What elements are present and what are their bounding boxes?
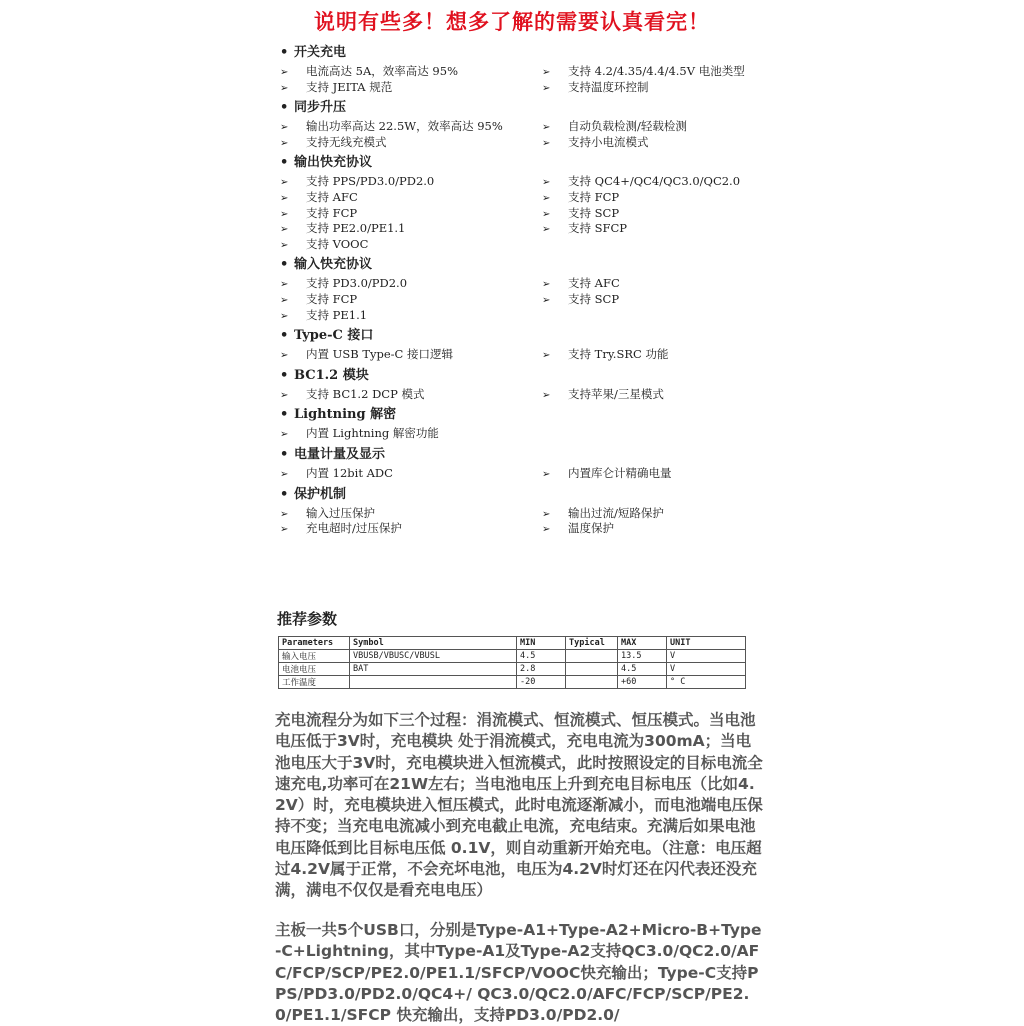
arrow-bullet-icon: ➢ — [280, 177, 289, 189]
list-item — [276, 308, 538, 324]
table-cell: +60 — [618, 676, 667, 689]
section-title — [276, 365, 756, 387]
table-row — [279, 650, 746, 663]
list-item — [276, 276, 538, 292]
section-items — [276, 64, 756, 95]
list-item — [276, 119, 538, 135]
list-item — [276, 80, 538, 96]
arrow-bullet-icon: ➢ — [542, 350, 551, 362]
spec-section — [276, 404, 756, 442]
list-item — [538, 237, 758, 253]
arrow-bullet-icon: ➢ — [542, 294, 551, 306]
arrow-bullet-icon: ➢ — [280, 429, 289, 441]
list-item — [538, 206, 758, 222]
section-title-text: 开关充电 — [294, 45, 347, 60]
list-item — [276, 174, 538, 190]
list-item-text: 支持 SFCP — [568, 221, 628, 236]
arrow-bullet-icon: ➢ — [542, 279, 551, 291]
list-item-text: 内置 12bit ADC — [306, 465, 393, 480]
list-item-text: 支持 PE1.1 — [306, 307, 368, 322]
table-cell: VBUSB/VBUSC/VBUSL — [350, 650, 517, 663]
list-item — [276, 135, 538, 151]
list-item — [538, 135, 758, 151]
section-title — [276, 444, 756, 466]
list-item-text: 温度保护 — [568, 521, 614, 536]
list-item-text: 支持小电流模式 — [568, 134, 649, 149]
list-item-text: 支持 PPS/PD3.0/PD2.0 — [306, 174, 435, 189]
list-item-text: 支持温度环控制 — [568, 79, 649, 94]
charging-process-paragraph: 充电流程分为如下三个过程：涓流模式、恒流模式、恒压模式。当电池电压低于3V时，充电模块 处于涓流模式，充电电流为300mA；当电池电压大于3V时，充电模块进入恒流模式，此时按照设定的目标电流全速充电,功率可在21W左右；当电池电压上升到充电目标电压（比如4.2V）时，充电模块进入恒压模式，此时电流逐渐减小，而电池端电压保持不变；当充电电流减小到充电截止电流，充电结束。充满后如果电池 电压降低到比目标电压低 0.1V，则自动重新开始充电。（注意：电压超过4.2V属于正常，不会充坏电池，电压为4.2V时灯还在闪代表还没充满，满电不仅仅是看充电电压） — [275, 711, 763, 900]
list-item — [276, 206, 538, 222]
list-item-text: 支持 SCP — [568, 205, 620, 220]
recommended-params-title: 推荐参数 — [277, 610, 338, 628]
list-item-text: 内置 USB Type-C 接口逻辑 — [306, 347, 454, 362]
list-item — [538, 276, 758, 292]
arrow-bullet-icon: ➢ — [542, 122, 551, 134]
arrow-bullet-icon: ➢ — [542, 224, 551, 236]
list-item-text: 充电超时/过压保护 — [306, 521, 402, 536]
list-item-text: 支持 FCP — [306, 205, 358, 220]
arrow-bullet-icon: ➢ — [280, 137, 289, 149]
col-header: Symbol — [350, 637, 517, 650]
list-item — [538, 506, 758, 522]
feature-spec-list — [276, 40, 756, 537]
list-item-text: 支持 FCP — [306, 291, 358, 306]
spec-section — [276, 444, 756, 482]
table-cell: 电池电压 — [279, 663, 350, 676]
list-item — [276, 190, 538, 206]
list-item-text: 支持 FCP — [568, 189, 620, 204]
list-item-text: 支持 AFC — [568, 276, 620, 291]
list-item — [276, 64, 538, 80]
table-cell — [350, 676, 517, 689]
bullet-icon: • — [280, 45, 289, 60]
col-header: MAX — [618, 637, 667, 650]
list-item — [538, 521, 758, 537]
list-item — [538, 466, 758, 482]
section-items — [276, 387, 756, 403]
bullet-icon: • — [280, 100, 289, 116]
spec-section — [276, 365, 756, 403]
table-cell: V — [667, 663, 746, 676]
list-item-text: 内置库仑计精确电量 — [568, 465, 672, 480]
list-item — [538, 80, 758, 96]
section-items — [276, 426, 756, 442]
list-item — [538, 426, 758, 442]
list-item — [276, 426, 538, 442]
list-item — [538, 190, 758, 206]
list-item-text: 支持 PE2.0/PE1.1 — [306, 221, 406, 236]
table-header-row — [279, 637, 746, 650]
table-row — [279, 676, 746, 689]
list-item — [276, 387, 538, 403]
table-row — [279, 663, 746, 676]
col-header: MIN — [517, 637, 566, 650]
list-item — [276, 521, 538, 537]
table-cell: -20 — [517, 676, 566, 689]
section-items — [276, 506, 756, 537]
col-header: UNIT — [667, 637, 746, 650]
arrow-bullet-icon: ➢ — [542, 192, 551, 204]
list-item-text: 支持 4.2/4.35/4.4/4.5V 电池类型 — [568, 64, 745, 78]
arrow-bullet-icon: ➢ — [280, 239, 289, 251]
list-item — [538, 347, 758, 363]
section-items — [276, 347, 756, 363]
section-title — [276, 254, 756, 276]
table-cell — [566, 676, 618, 689]
arrow-bullet-icon: ➢ — [280, 122, 289, 134]
list-item-text: 支持 SCP — [568, 291, 620, 306]
page-banner: 说明有些多！想多了解的需要认真看完！ — [314, 10, 710, 34]
section-title — [276, 42, 756, 64]
list-item — [538, 64, 758, 80]
table-cell: BAT — [350, 663, 517, 676]
list-item-text: 输出功率高达 22.5W，效率高达 95% — [306, 119, 503, 134]
section-items — [276, 466, 756, 482]
list-item-text: 输入过压保护 — [306, 505, 375, 520]
list-item-text: 支持 JEITA 规范 — [306, 79, 393, 94]
arrow-bullet-icon: ➢ — [280, 310, 289, 322]
spec-section — [276, 325, 756, 363]
arrow-bullet-icon: ➢ — [542, 508, 551, 520]
arrow-bullet-icon: ➢ — [280, 350, 289, 362]
section-title — [276, 97, 756, 119]
list-item-text: 支持 AFC — [306, 189, 358, 204]
arrow-bullet-icon: ➢ — [542, 468, 551, 480]
section-title-text: 输出快充协议 — [294, 155, 373, 171]
list-item — [276, 237, 538, 253]
arrow-bullet-icon: ➢ — [280, 294, 289, 306]
bullet-icon: • — [280, 257, 289, 273]
list-item-text: 支持苹果/三星模式 — [568, 386, 664, 401]
arrow-bullet-icon: ➢ — [280, 279, 289, 291]
table-cell: 工作温度 — [279, 676, 350, 689]
list-item-text: 自动负载检测/轻载检测 — [568, 119, 687, 134]
arrow-bullet-icon: ➢ — [280, 192, 289, 204]
list-item — [276, 506, 538, 522]
table-cell: V — [667, 650, 746, 663]
list-item-text: 支持 Try.SRC 功能 — [568, 347, 669, 362]
list-item — [538, 221, 758, 237]
section-title-text: 保护机制 — [294, 486, 347, 502]
arrow-bullet-icon: ➢ — [280, 468, 289, 480]
bullet-icon: • — [280, 446, 289, 462]
table-cell — [566, 663, 618, 676]
section-items — [276, 119, 756, 150]
list-item-text: 支持 BC1.2 DCP 模式 — [306, 386, 425, 401]
list-item — [538, 387, 758, 403]
arrow-bullet-icon: ➢ — [280, 82, 289, 94]
spec-section — [276, 254, 756, 323]
usb-ports-paragraph: 主板一共5个USB口，分别是Type-A1+Type-A2+Micro-B+Type-C+Lightning，其中Type-A1及Type-A2支持QC3.0/QC2.0/AFC/FCP/SCP/PE2.0/PE1.1/SFCP/VOOC快充输出；Type-C支持PPS/PD3.0/PD2.0/QC4+/ QC3.0/QC2.0/AFC/FCP/SCP/PE2.0/PE1.1/SFCP 快充输出，支持PD3.0/PD2.0/ — [275, 921, 762, 1025]
table-cell: 4.5 — [618, 663, 667, 676]
list-item — [538, 308, 758, 324]
section-title — [276, 404, 756, 426]
section-title — [276, 484, 756, 506]
section-title — [276, 325, 756, 347]
list-item — [276, 466, 538, 482]
bullet-icon: • — [280, 367, 289, 383]
bullet-icon: • — [280, 328, 289, 344]
arrow-bullet-icon: ➢ — [280, 508, 289, 520]
spec-section — [276, 42, 756, 95]
arrow-bullet-icon: ➢ — [542, 208, 551, 220]
section-title-text: 输入快充协议 — [294, 257, 373, 273]
table-cell: 2.8 — [517, 663, 566, 676]
arrow-bullet-icon: ➢ — [280, 67, 289, 78]
table-cell — [566, 650, 618, 663]
table-cell: ° C — [667, 676, 746, 689]
section-title-text: 同步升压 — [294, 100, 347, 116]
arrow-bullet-icon: ➢ — [542, 177, 551, 189]
bullet-icon: • — [280, 486, 289, 502]
section-title-text: Type-C 接口 — [294, 328, 374, 344]
arrow-bullet-icon: ➢ — [280, 224, 289, 236]
list-item — [538, 174, 758, 190]
list-item-text: 支持 QC4+/QC4/QC3.0/QC2.0 — [568, 174, 741, 189]
arrow-bullet-icon: ➢ — [542, 524, 551, 536]
list-item-text: 电流高达 5A，效率高达 95% — [306, 64, 458, 78]
arrow-bullet-icon: ➢ — [542, 389, 551, 401]
list-item-text: 输出过流/短路保护 — [568, 505, 664, 520]
list-item-text: 支持 PD3.0/PD2.0 — [306, 276, 408, 291]
section-items — [276, 276, 756, 323]
col-header: Parameters — [279, 637, 350, 650]
col-header: Typical — [566, 637, 618, 650]
arrow-bullet-icon: ➢ — [542, 82, 551, 94]
list-item — [538, 292, 758, 308]
spec-section — [276, 484, 756, 537]
section-title — [276, 152, 756, 174]
recommended-params-table — [278, 636, 746, 689]
bullet-icon: • — [280, 155, 289, 171]
section-items — [276, 174, 756, 252]
section-title-text: Lightning 解密 — [294, 407, 397, 423]
arrow-bullet-icon: ➢ — [542, 137, 551, 149]
section-title-text: 电量计量及显示 — [294, 446, 386, 462]
table-cell: 输入电压 — [279, 650, 350, 663]
list-item — [276, 221, 538, 237]
list-item — [538, 119, 758, 135]
bullet-icon: • — [280, 407, 289, 423]
list-item-text: 支持 VOOC — [306, 236, 369, 251]
section-title-text: BC1.2 模块 — [294, 367, 369, 383]
spec-section — [276, 97, 756, 150]
table-cell: 13.5 — [618, 650, 667, 663]
list-item — [276, 347, 538, 363]
arrow-bullet-icon: ➢ — [542, 67, 551, 78]
arrow-bullet-icon: ➢ — [280, 208, 289, 220]
arrow-bullet-icon: ➢ — [280, 524, 289, 536]
list-item-text: 内置 Lightning 解密功能 — [306, 426, 439, 441]
table-cell: 4.5 — [517, 650, 566, 663]
spec-section — [276, 152, 756, 252]
arrow-bullet-icon: ➢ — [280, 389, 289, 401]
list-item-text: 支持无线充模式 — [306, 134, 387, 149]
list-item — [276, 292, 538, 308]
